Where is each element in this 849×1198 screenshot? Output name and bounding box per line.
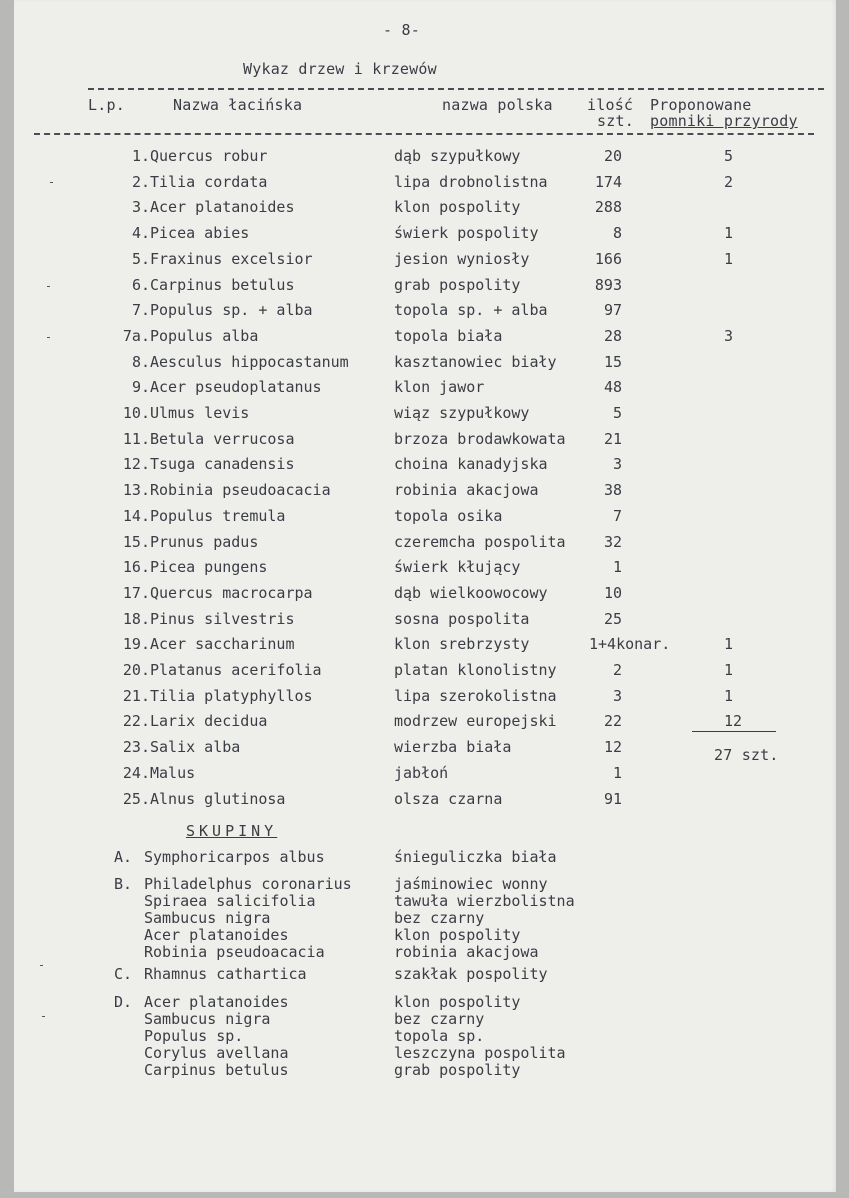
row-polish-name: topola sp. + alba <box>394 301 548 319</box>
row-number: 3. <box>131 198 150 216</box>
row-quantity: 174 <box>594 173 622 191</box>
group-item-polish-name: szakłak pospolity <box>394 965 548 983</box>
row-number: 21. <box>122 687 150 705</box>
row-quantity: 22 <box>603 712 622 730</box>
row-monuments: 1 <box>724 250 734 268</box>
row-polish-name: olsza czarna <box>394 790 503 808</box>
row-latin-name: Acer saccharinum <box>150 635 295 653</box>
row-quantity: 91 <box>603 790 622 808</box>
col-header-monuments: Proponowane <box>650 96 752 114</box>
page-number: - 8- <box>383 21 420 39</box>
group-item-latin-name: Symphoricarpos albus <box>144 848 325 866</box>
row-polish-name: topola osika <box>394 507 503 525</box>
group-item-latin-name: Corylus avellana <box>144 1044 289 1062</box>
row-polish-name: platan klonolistny <box>394 661 557 679</box>
row-quantity: 1+4konar. <box>589 635 671 653</box>
row-latin-name: Acer platanoides <box>150 198 295 216</box>
group-item-polish-name: topola sp. <box>394 1027 485 1045</box>
row-polish-name: sosna pospolita <box>394 610 530 628</box>
row-latin-name: Betula verrucosa <box>150 430 295 448</box>
group-item-polish-name: robinia akacjowa <box>394 943 539 961</box>
header-top-rule <box>88 88 824 90</box>
row-polish-name: świerk pospolity <box>394 224 539 242</box>
row-latin-name: Tilia cordata <box>150 173 268 191</box>
margin-mark <box>47 286 50 287</box>
row-monuments: 2 <box>724 173 734 191</box>
row-number: 11. <box>122 430 150 448</box>
row-latin-name: Robinia pseudoacacia <box>150 481 331 499</box>
row-quantity: 288 <box>594 198 622 216</box>
row-polish-name: klon srebrzysty <box>394 635 530 653</box>
row-quantity: 166 <box>594 250 622 268</box>
row-number: 7a. <box>122 327 150 345</box>
row-polish-name: klon jawor <box>394 378 485 396</box>
group-letter: D. <box>114 993 133 1011</box>
group-item-polish-name: leszczyna pospolita <box>394 1044 566 1062</box>
row-monuments: 3 <box>724 327 734 345</box>
row-latin-name: Larix decidua <box>150 712 268 730</box>
row-quantity: 10 <box>603 584 622 602</box>
row-latin-name: Aesculus hippocastanum <box>150 353 349 371</box>
row-number: 20. <box>122 661 150 679</box>
row-number: 17. <box>122 584 150 602</box>
row-monuments: 1 <box>724 661 734 679</box>
row-quantity: 1 <box>612 558 622 576</box>
document-page <box>14 0 836 1192</box>
page-title: Wykaz drzew i krzewów <box>243 60 437 78</box>
group-item-polish-name: jaśminowiec wonny <box>394 875 548 893</box>
group-item-polish-name: tawuła wierzbolistna <box>394 892 575 910</box>
group-item-latin-name: Philadelphus coronarius <box>144 875 352 893</box>
row-latin-name: Malus <box>150 764 196 782</box>
row-polish-name: kasztanowiec biały <box>394 353 557 371</box>
groups-heading: SKUPINY <box>186 822 278 840</box>
row-number: 18. <box>122 610 150 628</box>
group-item-latin-name: Rhamnus cathartica <box>144 965 307 983</box>
row-quantity: 5 <box>612 404 622 422</box>
group-item-latin-name: Spiraea salicifolia <box>144 892 316 910</box>
group-item-polish-name: bez czarny <box>394 1010 485 1028</box>
group-item-polish-name: klon pospolity <box>394 926 521 944</box>
group-item-latin-name: Populus sp. <box>144 1027 244 1045</box>
row-latin-name: Ulmus levis <box>150 404 250 422</box>
margin-mark <box>47 337 50 338</box>
group-item-polish-name: bez czarny <box>394 909 485 927</box>
row-latin-name: Pinus silvestris <box>150 610 295 628</box>
row-number: 22. <box>122 712 150 730</box>
group-item-latin-name: Sambucus nigra <box>144 1010 271 1028</box>
group-item-polish-name: śnieguliczka biała <box>394 848 557 866</box>
row-polish-name: brzoza brodawkowata <box>394 430 566 448</box>
row-monuments: 12 <box>724 712 743 730</box>
row-quantity: 12 <box>603 738 622 756</box>
row-number: 14. <box>122 507 150 525</box>
row-monuments: 1 <box>724 635 734 653</box>
row-polish-name: topola biała <box>394 327 503 345</box>
row-polish-name: klon pospolity <box>394 198 521 216</box>
row-number: 6. <box>131 276 150 294</box>
row-quantity: 7 <box>612 507 622 525</box>
row-latin-name: Quercus robur <box>150 147 268 165</box>
row-number: 13. <box>122 481 150 499</box>
monuments-total: 27 szt. <box>714 746 779 764</box>
row-quantity: 97 <box>603 301 622 319</box>
row-polish-name: lipa drobnolistna <box>394 173 548 191</box>
row-latin-name: Acer pseudoplatanus <box>150 378 322 396</box>
col-header-qty-unit: szt. <box>597 112 634 130</box>
row-polish-name: choina kanadyjska <box>394 455 548 473</box>
row-polish-name: świerk kłujący <box>394 558 521 576</box>
row-polish-name: lipa szerokolistna <box>394 687 557 705</box>
row-latin-name: Prunus padus <box>150 533 259 551</box>
row-latin-name: Quercus macrocarpa <box>150 584 313 602</box>
row-number: 25. <box>122 790 150 808</box>
row-monuments: 5 <box>724 147 734 165</box>
group-letter: B. <box>114 875 133 893</box>
row-number: 2. <box>131 173 150 191</box>
row-number: 19. <box>122 635 150 653</box>
row-number: 7. <box>131 301 150 319</box>
col-header-polish: nazwa polska <box>442 96 553 114</box>
group-item-latin-name: Acer platanoides <box>144 993 289 1011</box>
row-latin-name: Carpinus betulus <box>150 276 295 294</box>
row-number: 12. <box>122 455 150 473</box>
row-polish-name: wiąz szypułkowy <box>394 404 530 422</box>
row-quantity: 32 <box>603 533 622 551</box>
row-quantity: 893 <box>594 276 622 294</box>
row-latin-name: Salix alba <box>150 738 241 756</box>
row-polish-name: wierzba biała <box>394 738 512 756</box>
group-letter: A. <box>114 848 133 866</box>
margin-mark <box>40 965 43 966</box>
row-number: 1. <box>131 147 150 165</box>
row-quantity: 28 <box>603 327 622 345</box>
row-number: 9. <box>131 378 150 396</box>
row-number: 5. <box>131 250 150 268</box>
row-quantity: 2 <box>612 661 622 679</box>
row-polish-name: robinia akacjowa <box>394 481 539 499</box>
row-polish-name: modrzew europejski <box>394 712 557 730</box>
row-latin-name: Tilia platyphyllos <box>150 687 313 705</box>
row-monuments: 1 <box>724 687 734 705</box>
row-latin-name: Populus sp. + alba <box>150 301 313 319</box>
row-number: 15. <box>122 533 150 551</box>
row-quantity: 21 <box>603 430 622 448</box>
group-item-latin-name: Sambucus nigra <box>144 909 271 927</box>
row-quantity: 3 <box>612 687 622 705</box>
row-polish-name: dąb wielkoowocowy <box>394 584 548 602</box>
row-quantity: 20 <box>603 147 622 165</box>
row-quantity: 8 <box>612 224 622 242</box>
row-quantity: 1 <box>612 764 622 782</box>
row-polish-name: jesion wyniosły <box>394 250 530 268</box>
row-latin-name: Platanus acerifolia <box>150 661 322 679</box>
row-quantity: 48 <box>603 378 622 396</box>
row-latin-name: Populus tremula <box>150 507 286 525</box>
row-number: 4. <box>131 224 150 242</box>
row-number: 16. <box>122 558 150 576</box>
row-latin-name: Populus alba <box>150 327 259 345</box>
row-number: 8. <box>131 353 150 371</box>
group-item-latin-name: Acer platanoides <box>144 926 289 944</box>
row-latin-name: Picea pungens <box>150 558 268 576</box>
row-quantity: 15 <box>603 353 622 371</box>
row-quantity: 3 <box>612 455 622 473</box>
row-number: 24. <box>122 764 150 782</box>
row-latin-name: Alnus glutinosa <box>150 790 286 808</box>
group-item-latin-name: Carpinus betulus <box>144 1061 289 1079</box>
row-polish-name: jabłoń <box>394 764 449 782</box>
col-header-lp: L.p. <box>88 96 125 114</box>
row-latin-name: Fraxinus excelsior <box>150 250 313 268</box>
row-polish-name: czeremcha pospolita <box>394 533 566 551</box>
row-latin-name: Picea abies <box>150 224 250 242</box>
row-number: 23. <box>122 738 150 756</box>
margin-mark <box>50 182 53 183</box>
row-polish-name: dąb szypułkowy <box>394 147 521 165</box>
col-header-latin: Nazwa łacińska <box>173 96 303 114</box>
sum-line <box>692 731 776 732</box>
row-quantity: 25 <box>603 610 622 628</box>
col-header-monuments-line2: pomniki przyrody <box>650 112 798 130</box>
row-number: 10. <box>122 404 150 422</box>
group-item-latin-name: Robinia pseudoacacia <box>144 943 325 961</box>
row-latin-name: Tsuga canadensis <box>150 455 295 473</box>
header-bottom-rule <box>34 133 814 135</box>
row-quantity: 38 <box>603 481 622 499</box>
row-monuments: 1 <box>724 224 734 242</box>
margin-mark <box>42 1016 45 1017</box>
group-item-polish-name: grab pospolity <box>394 1061 521 1079</box>
group-item-polish-name: klon pospolity <box>394 993 521 1011</box>
col-header-qty: ilość <box>587 96 634 114</box>
group-letter: C. <box>114 965 133 983</box>
row-polish-name: grab pospolity <box>394 276 521 294</box>
